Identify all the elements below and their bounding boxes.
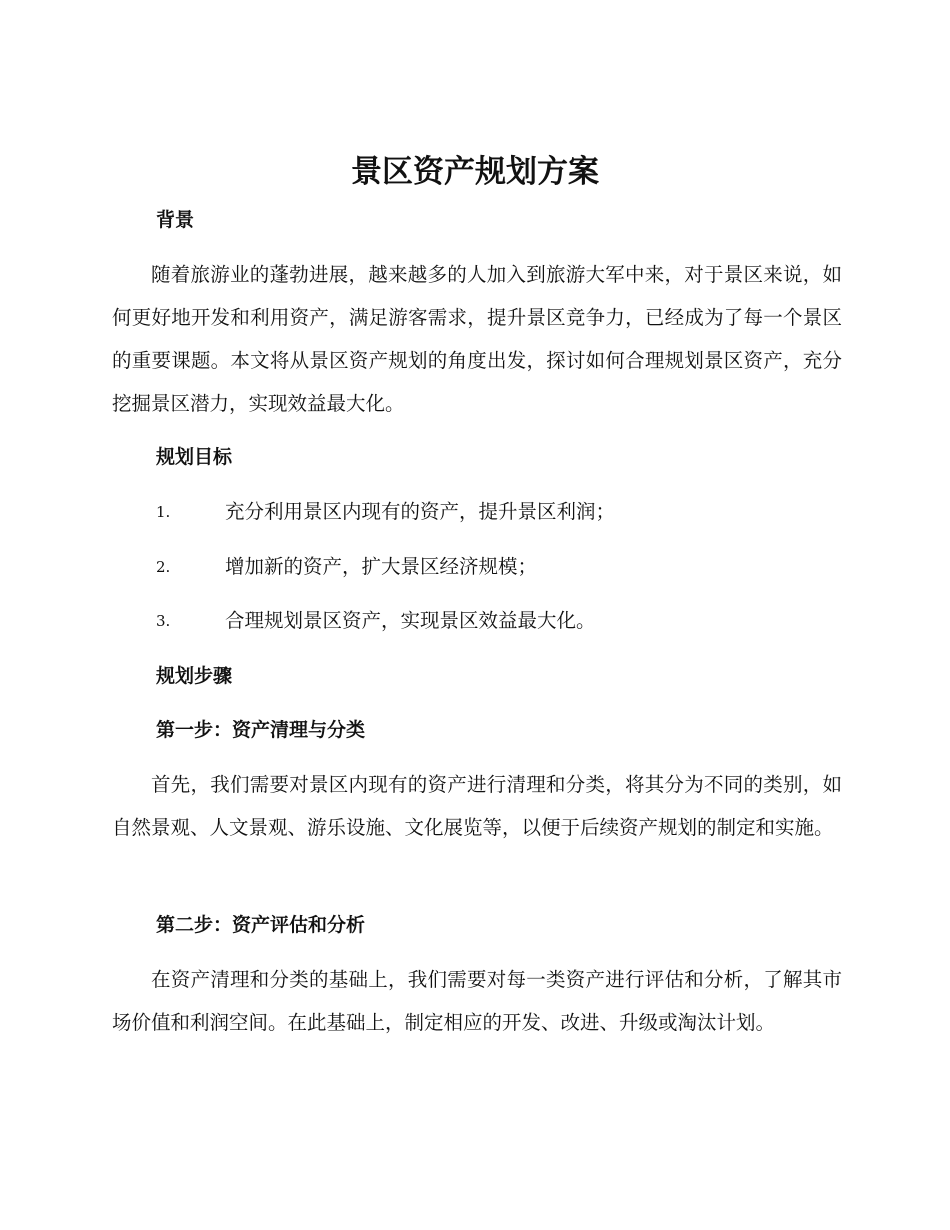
background-paragraph: 随着旅游业的蓬勃进展，越来越多的人加入到旅游大军中来，对于景区来说，如何更好地开发和利用资产，满足游客需求，提升景区竞争力，已经成为了每一个景区的重要课题。本文将从景区资产规划的角度出发，探讨如何合理规划景区资产，充分挖掘景区潜力，实现效益最大化。	[112, 263, 842, 415]
step1-heading: 第一步：资产清理与分类	[156, 719, 366, 741]
goal-list-item	[156, 552, 836, 582]
goals-heading: 规划目标	[156, 446, 233, 468]
step1-paragraph: 首先，我们需要对景区内现有的资产进行清理和分类，将其分为不同的类别，如自然景观、人文景观、游乐设施、文化展览等，以便于后续资产规划的制定和实施。	[112, 773, 842, 839]
list-text: 增加新的资产，扩大景区经济规模；	[225, 555, 538, 578]
step2-paragraph: 在资产清理和分类的基础上，我们需要对每一类资产进行评估和分析，了解其市场价值和利润空间。在此基础上，制定相应的开发、改进、升级或淘汰计划。	[112, 968, 842, 1034]
steps-heading: 规划步骤	[156, 665, 233, 687]
goal-list-item	[156, 497, 836, 527]
goal-list-item	[156, 606, 836, 636]
list-number: 3.	[156, 612, 171, 630]
list-number: 2.	[156, 558, 171, 576]
document-title: 景区资产规划方案	[351, 154, 599, 190]
list-number: 1.	[156, 503, 171, 521]
step2-heading: 第二步：资产评估和分析	[156, 914, 366, 936]
list-text: 合理规划景区资产，实现景区效益最大化。	[225, 609, 596, 632]
background-heading: 背景	[156, 209, 195, 231]
list-text: 充分利用景区内现有的资产，提升景区利润；	[225, 500, 616, 523]
